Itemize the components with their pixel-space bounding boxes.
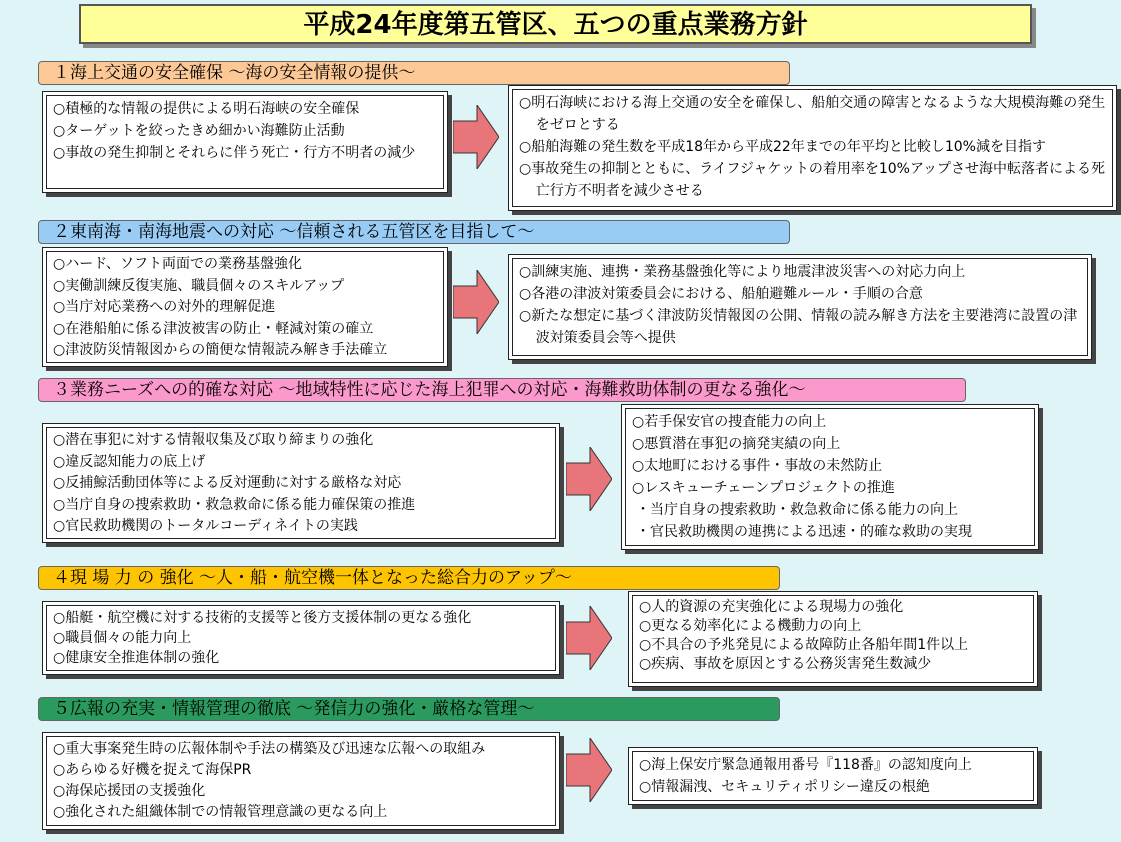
measure-item: ○在港船舶に係る津波被害の防止・軽減対策の確立 bbox=[53, 320, 374, 337]
goal-item: ○疾病、事故を原因とする公務災害発生数減少 bbox=[639, 656, 932, 672]
section-3-measures-box bbox=[42, 423, 560, 543]
goal-item: ○太地町における事件・事故の未然防止 bbox=[632, 458, 883, 474]
measure-item: ○実働訓練反復実施、職員個々のスキルアップ bbox=[53, 277, 345, 294]
goal-item: ○人的資源の充実強化による現場力の強化 bbox=[639, 599, 904, 615]
goal-item: ○訓練実施、連携・業務基盤強化等により地震津波災害への対応力向上 bbox=[519, 264, 966, 280]
measure-item: ○重大事案発生時の広報体制や手法の構築及び迅速な広報への取組み bbox=[53, 741, 486, 757]
measure-item: ○海保応援団の支援強化 bbox=[53, 783, 206, 799]
goal-item: ○不具合の予兆発見による故障防止各船年間1件以上 bbox=[639, 637, 969, 653]
measure-item: ○あらゆる好機を捉えて海保PR bbox=[53, 762, 252, 778]
page-title: 平成24年度第五管区、五つの重点業務方針 bbox=[79, 4, 1032, 44]
section-4-goals-box bbox=[628, 591, 1038, 687]
section-heading-4: ４現 場 力 の 強化 ～人・船・航空機一体となった総合力のアップ～ bbox=[38, 566, 780, 590]
goal-item: ○若手保安官の捜査能力の向上 bbox=[632, 414, 827, 430]
section-2-goals-box bbox=[508, 254, 1092, 360]
measure-item: ○反捕鯨活動団体等による反対運動に対する厳格な対応 bbox=[53, 475, 402, 491]
section-heading-5: ５広報の充実・情報管理の徹底 ～発信力の強化・厳格な管理～ bbox=[38, 697, 780, 721]
goal-item: ○更なる効率化による機動力の向上 bbox=[639, 618, 862, 634]
section-4-measures-box bbox=[42, 601, 560, 675]
measure-item: ○事故の発生抑制とそれらに伴う死亡・行方不明者の減少 bbox=[53, 145, 416, 161]
section-1-goals-box bbox=[508, 85, 1117, 211]
goal-item: ○船舶海難の発生数を平成18年から平成22年までの年平均と比較し10%減を目指す bbox=[519, 139, 1046, 155]
goal-item: ○海上保安庁緊急通報用番号『118番』の認知度向上 bbox=[639, 757, 972, 773]
section-5-goals-box bbox=[628, 747, 1038, 805]
goal-item: ○明石海峡における海上交通の安全を確保し、船舶交通の障害となるような大規模海難の発生をゼロとする bbox=[519, 95, 1106, 133]
goal-item: ○各港の津波対策委員会における、船舶避難ルール・手順の合意 bbox=[519, 286, 923, 302]
goal-item: ○新たな想定に基づく津波防災情報図の公開、情報の読み解き方法を主要港湾に設置の津波対策委員会等へ提供 bbox=[519, 308, 1078, 346]
arrow-icon bbox=[453, 270, 499, 334]
section-1-measures-box bbox=[42, 91, 448, 193]
section-5-measures-box bbox=[42, 732, 560, 830]
arrow-icon bbox=[566, 738, 612, 802]
measure-item: ○当庁対応業務への対外的理解促進 bbox=[53, 299, 276, 315]
section-2-measures-box bbox=[42, 247, 448, 367]
measure-item: ○職員個々の能力向上 bbox=[53, 630, 192, 646]
section-3-goals-box bbox=[621, 404, 1039, 550]
measure-item: ○健康安全推進体制の強化 bbox=[53, 650, 220, 666]
measure-item: ○強化された組織体制での情報管理意識の更なる向上 bbox=[53, 804, 388, 820]
section-heading-1: １海上交通の安全確保 ～海の安全情報の提供～ bbox=[38, 61, 790, 85]
measure-item: ○違反認知能力の底上げ bbox=[53, 453, 206, 470]
measure-item: ○潜在事犯に対する情報収集及び取り締まりの強化 bbox=[53, 432, 374, 448]
measure-item: ○津波防災情報図からの簡便な情報読み解き手法確立 bbox=[53, 342, 388, 358]
goal-item: ○情報漏洩、セキュリティポリシー違反の根絶 bbox=[639, 779, 930, 795]
measure-item: ○船艇・航空機に対する技術的支援等と後方支援体制の更なる強化 bbox=[53, 610, 472, 626]
goal-item: ・当庁自身の捜索救助・救急救命に係る能力の向上 bbox=[636, 502, 958, 518]
goal-item: ○レスキューチェーンプロジェクトの推進 bbox=[632, 480, 895, 496]
section-heading-2: ２東南海・南海地震への対応 ～信頼される五管区を目指して～ bbox=[38, 220, 790, 244]
measure-item: ○当庁自身の捜索救助・救急救命に係る能力確保策の推進 bbox=[53, 496, 416, 513]
measure-item: ○ハード、ソフト両面での業務基盤強化 bbox=[53, 256, 302, 272]
arrow-icon bbox=[566, 447, 612, 511]
arrow-icon bbox=[566, 606, 612, 670]
arrow-icon bbox=[453, 105, 499, 169]
section-heading-3: ３業務ニーズへの的確な対応 ～地域特性に応じた海上犯罪への対応・海難救助体制の更なる強化～ bbox=[38, 378, 966, 402]
measure-item: ○ターゲットを絞ったきめ細かい海難防止活動 bbox=[53, 123, 345, 139]
goal-item: ○事故発生の抑制とともに、ライフジャケットの着用率を10%アップさせ海中転落者による死亡行方不明者を減少させる bbox=[519, 161, 1105, 199]
goal-item: ○悪質潜在事犯の摘発実績の向上 bbox=[632, 436, 841, 452]
goal-item: ・官民救助機関の連携による迅速・的確な救助の実現 bbox=[636, 524, 972, 540]
measure-item: ○積極的な情報の提供による明石海峡の安全確保 bbox=[53, 101, 360, 117]
measure-item: ○官民救助機関のトータルコーディネイトの実践 bbox=[53, 518, 358, 534]
